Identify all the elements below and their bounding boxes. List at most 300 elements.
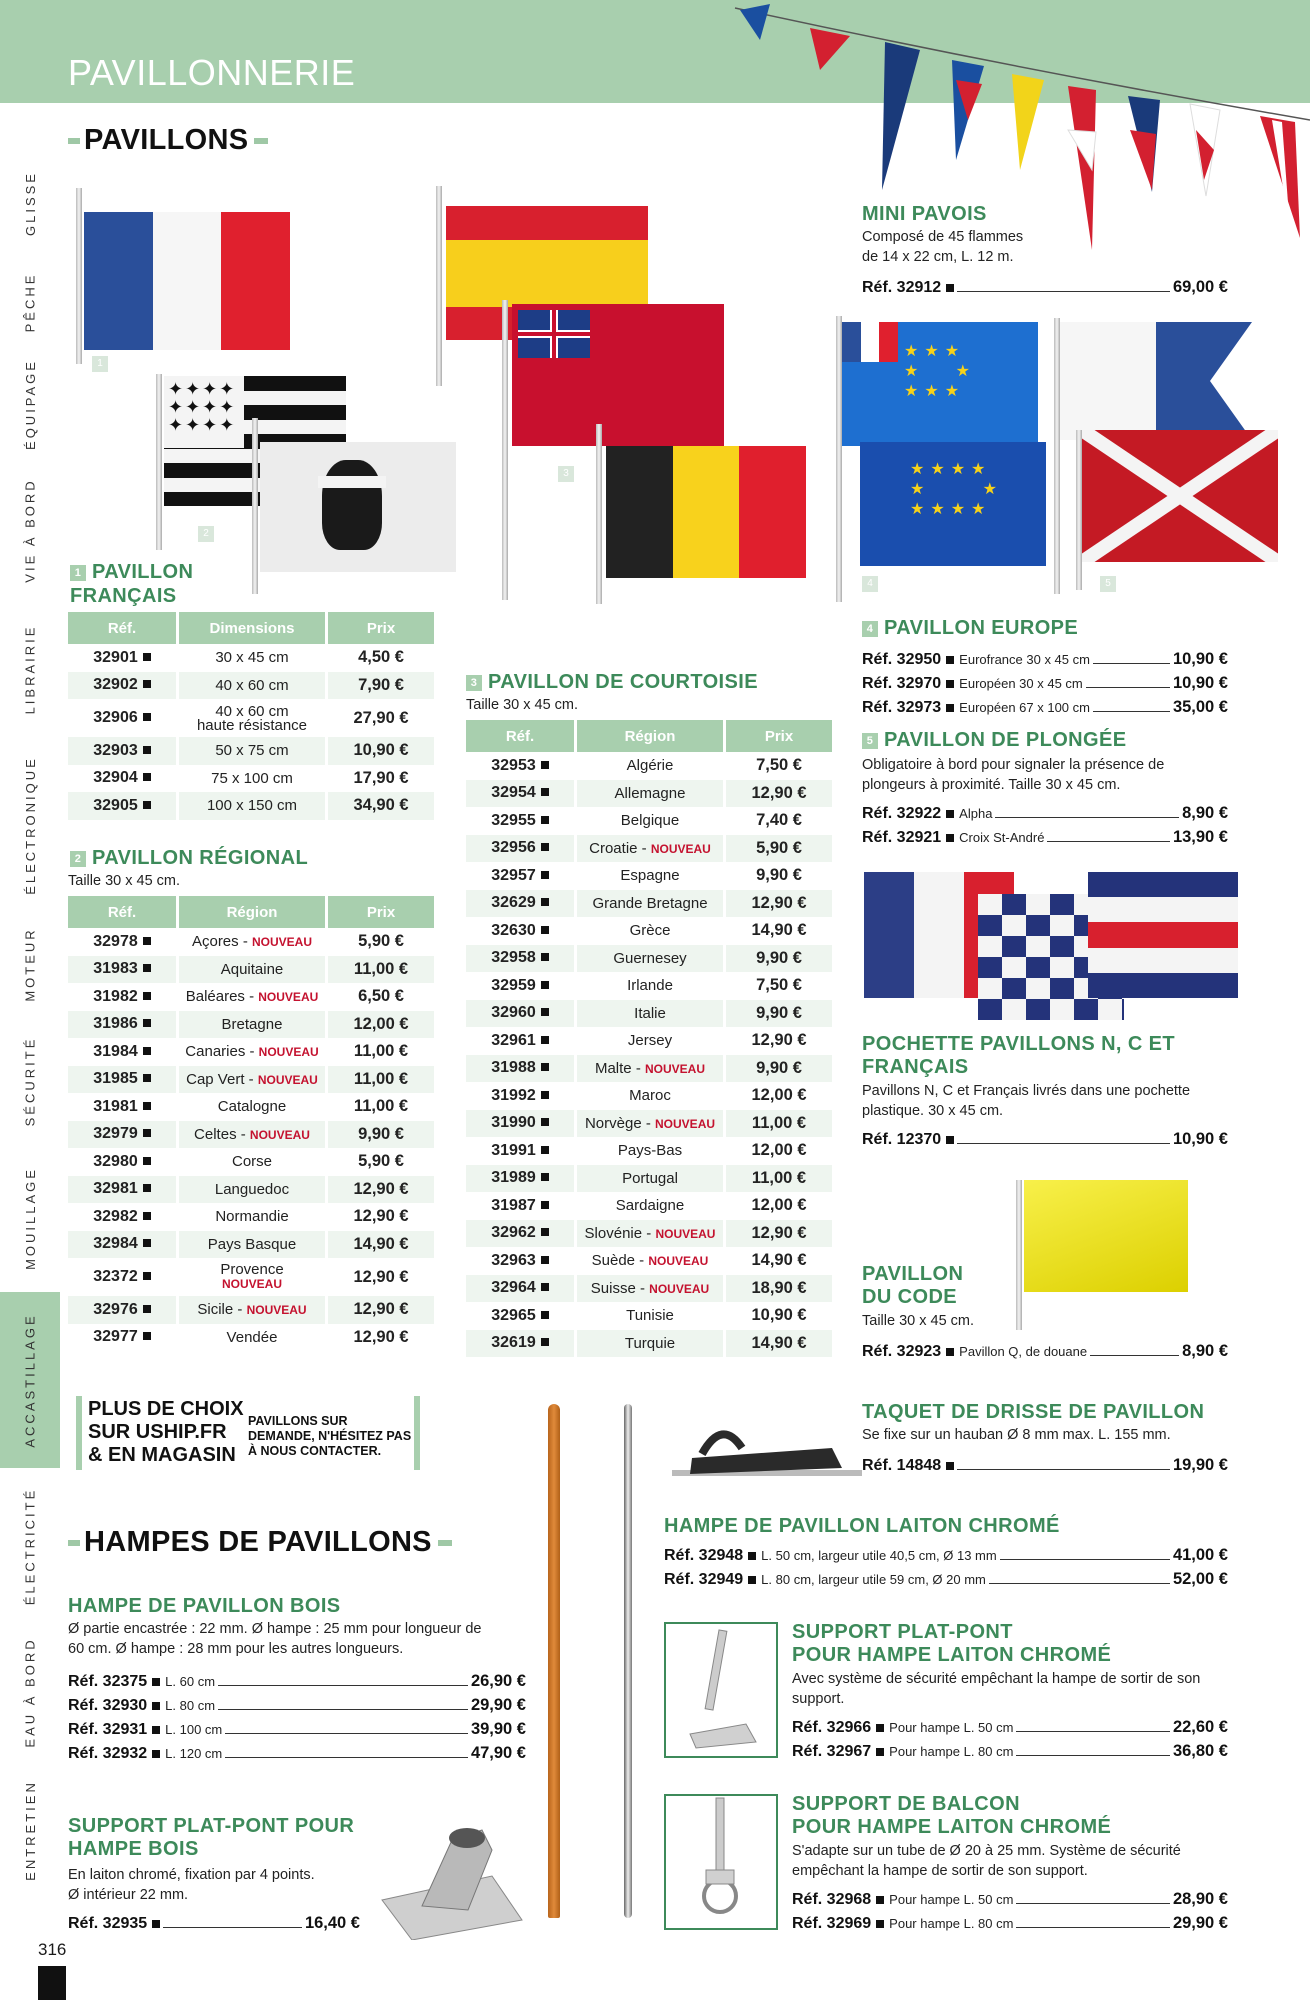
- ref-cell: 32954: [466, 780, 574, 808]
- new-badge: NOUVEAU: [650, 841, 711, 856]
- support-platpont-title: POUR HAMPE LAITON CHROMÉ: [792, 1644, 1112, 1666]
- pavillon-regional-subtitle: Taille 30 x 45 cm.: [68, 873, 181, 889]
- pavillon-courtoisie-table: [463, 720, 835, 1357]
- pavillon-europe-title: 4 PAVILLON EUROPE: [862, 616, 1078, 640]
- support-bois-title: HAMPE BOIS: [68, 1838, 199, 1860]
- ref-cell: 31981: [68, 1093, 176, 1121]
- flag-pole: [436, 186, 442, 386]
- price-line: Réf. 32950 Eurofrance 30 x 45 cm 10,90 €: [862, 650, 1228, 668]
- price-cell: 12,00 €: [751, 1196, 807, 1215]
- table-row: [68, 644, 434, 672]
- ref-cell: 32977: [68, 1324, 176, 1352]
- price-cell: 11,00 €: [726, 1110, 832, 1138]
- price-line: Réf. 32912 69,00 €: [862, 278, 1228, 296]
- price-cell: 27,90 €: [353, 708, 409, 727]
- price-line: Réf. 32930 L. 80 cm 29,90 €: [68, 1696, 526, 1714]
- column-header: Prix: [328, 896, 434, 928]
- support-platpont-desc: support.: [792, 1691, 845, 1707]
- table-row: [68, 699, 434, 737]
- price-cell: 17,90 €: [353, 768, 409, 787]
- flag-pole: [596, 424, 602, 604]
- region-cell: Grande Bretagne: [577, 890, 723, 918]
- support-platpont-desc: Avec système de sécurité empêchant la hampe de sortir de son: [792, 1671, 1201, 1687]
- column-header: Région: [179, 896, 325, 928]
- pochette-title: POCHETTE PAVILLONS N, C ET: [862, 1033, 1176, 1055]
- flag-pole: [156, 374, 162, 550]
- hampe-laiton-title: HAMPE DE PAVILLON LAITON CHROMÉ: [664, 1515, 1060, 1537]
- price-cell: 5,90 €: [358, 1152, 404, 1171]
- support-bois-title: SUPPORT PLAT-PONT POUR: [68, 1815, 355, 1837]
- ref-cell: 32963: [466, 1247, 574, 1275]
- price-cell: 11,00 €: [328, 1066, 434, 1094]
- column-header: Réf.: [466, 720, 574, 752]
- price-line: Réf. 32949 L. 80 cm, largeur utile 59 cm, Ø 20 mm 52,00 €: [664, 1570, 1228, 1588]
- price-cell: 14,90 €: [726, 1330, 832, 1358]
- region-cell: Croatie - NOUVEAU: [577, 835, 723, 863]
- region-cell: Irlande: [627, 977, 673, 995]
- price-cell: 12,90 €: [353, 1267, 409, 1286]
- price-cell: 10,90 €: [328, 737, 434, 765]
- support-platpont-image: [664, 1622, 778, 1758]
- price-cell: 9,90 €: [726, 1055, 832, 1083]
- taquet-title: TAQUET DE DRISSE DE PAVILLON: [862, 1401, 1205, 1423]
- support-balcon-image: [664, 1794, 778, 1930]
- ref-cell: 32962: [466, 1220, 574, 1248]
- table-row: [466, 835, 832, 863]
- price-cell: 12,00 €: [751, 1141, 807, 1160]
- region-cell: Pays Basque: [179, 1231, 325, 1259]
- sidebar-item-electricite[interactable]: ÉLECTRICITÉ: [22, 1487, 38, 1605]
- image-number: 5: [1100, 576, 1116, 592]
- ref-cell: 32619: [466, 1330, 574, 1358]
- pavillon-francais-title: 1 PAVILLON FRANÇAIS: [70, 561, 194, 607]
- table-row: [68, 1258, 434, 1296]
- new-badge: NOUVEAU: [645, 1061, 706, 1076]
- dimension-cell: 30 x 45 cm: [215, 649, 289, 667]
- ref-cell: 31990: [466, 1110, 574, 1138]
- table-row: [68, 765, 434, 793]
- price-line: Réf. 32970 Européen 30 x 45 cm 10,90 €: [862, 674, 1228, 692]
- price-line: Réf. 14848 19,90 €: [862, 1456, 1228, 1474]
- ref-cell: 32957: [466, 862, 574, 890]
- price-line: Réf. 32922 Alpha 8,90 €: [862, 804, 1228, 822]
- price-cell: 12,90 €: [726, 1220, 832, 1248]
- table-row: [466, 752, 832, 780]
- region-cell: Jersey: [627, 1032, 673, 1050]
- price-cell: 12,90 €: [328, 1296, 434, 1324]
- table-row: [466, 1247, 832, 1275]
- support-balcon-title: SUPPORT DE BALCON: [792, 1793, 1020, 1815]
- table-row: [68, 1148, 434, 1176]
- page-number: 316: [38, 1940, 67, 1959]
- promo-text: & EN MAGASIN: [88, 1444, 236, 1466]
- column-header: Réf.: [68, 612, 176, 644]
- price-cell: 7,50 €: [756, 976, 802, 995]
- region-cell: Suède - NOUVEAU: [591, 1252, 709, 1270]
- pavillon-plongee-desc: plongeurs à proximité. Taille 30 x 45 cm.: [862, 777, 1121, 793]
- pennant-flag: [810, 28, 850, 70]
- ref-cell: 32629: [466, 890, 574, 918]
- belgian-flag-image: [606, 446, 806, 578]
- price-cell: 11,00 €: [353, 1042, 409, 1061]
- price-cell: 14,90 €: [751, 921, 807, 940]
- pavillon-code-title: PAVILLON: [862, 1263, 964, 1285]
- dimension-cell: 50 x 75 cm: [179, 737, 325, 765]
- sidebar-item-peche[interactable]: PÊCHE: [22, 272, 38, 332]
- price-line: Réf. 32968 Pour hampe L. 50 cm 28,90 €: [792, 1890, 1228, 1908]
- ref-cell: 32906: [68, 699, 176, 737]
- table-row: [466, 890, 832, 918]
- region-cell: Catalogne: [217, 1098, 287, 1116]
- support-balcon-desc: empêchant la hampe de sortir de son support.: [792, 1863, 1088, 1879]
- ref-cell: 31987: [466, 1192, 574, 1220]
- ref-cell: 32904: [68, 765, 176, 793]
- support-balcon-desc: S'adapte sur un tube de Ø 20 à 25 mm. Système de sécurité: [792, 1843, 1181, 1859]
- region-cell: Languedoc: [179, 1176, 325, 1204]
- sidebar-item-entretien[interactable]: ENTRETIEN: [22, 1779, 38, 1881]
- eurofrance-flag-image: ★★★ ★ ★ ★★★: [842, 322, 1038, 446]
- promo-text: DEMANDE, N'HÉSITEZ PAS: [248, 1429, 412, 1443]
- table-row: [68, 1296, 434, 1324]
- sidebar-item-equipage[interactable]: ÉQUIPAGE: [22, 358, 38, 450]
- price-line: Réf. 12370 10,90 €: [862, 1130, 1228, 1148]
- pavillon-regional-title: 2 PAVILLON RÉGIONAL: [70, 846, 308, 870]
- table-row: [466, 945, 832, 973]
- pavillon-code-subtitle: Taille 30 x 45 cm.: [862, 1313, 975, 1329]
- region-cell: Normandie: [215, 1208, 289, 1226]
- corsican-flag-image: [260, 442, 456, 572]
- table-row: [466, 1302, 832, 1330]
- region-cell: Malte - NOUVEAU: [577, 1055, 723, 1083]
- sidebar-item-accastillage[interactable]: ACCASTILLAGE: [0, 1292, 60, 1468]
- ref-cell: 32961: [466, 1027, 574, 1055]
- ref-cell: 32372: [68, 1258, 176, 1296]
- sidebar-item-glisse[interactable]: GLISSE: [22, 170, 38, 236]
- region-cell: Baléares - NOUVEAU: [185, 988, 319, 1006]
- new-badge: NOUVEAU: [257, 1072, 318, 1087]
- support-balcon-title: POUR HAMPE LAITON CHROMÉ: [792, 1816, 1112, 1838]
- table-row: [68, 956, 434, 984]
- ref-cell: 32902: [68, 672, 176, 700]
- new-badge: NOUVEAU: [246, 1303, 307, 1318]
- sidebar-item-vie-a-bord[interactable]: VIE À BORD: [22, 477, 38, 583]
- ref-cell: 32964: [466, 1275, 574, 1303]
- price-cell: 9,90 €: [328, 1121, 434, 1149]
- dimension-cell: 40 x 60 cm: [179, 672, 325, 700]
- price-line: Réf. 32921 Croix St-André 13,90 €: [862, 828, 1228, 846]
- dimension-cell: 75 x 100 cm: [211, 769, 293, 787]
- wooden-flagpole-image: [548, 1404, 560, 1918]
- price-cell: 12,00 €: [328, 1011, 434, 1039]
- section-title-pavillons: PAVILLONS: [68, 124, 268, 157]
- price-cell: 11,00 €: [726, 1165, 832, 1193]
- new-badge: NOUVEAU: [648, 1254, 709, 1269]
- price-cell: 34,90 €: [328, 792, 434, 820]
- price-cell: 5,90 €: [726, 835, 832, 863]
- table-row: [466, 1000, 832, 1028]
- price-line: Réf. 32948 L. 50 cm, largeur utile 40,5 cm, Ø 13 mm 41,00 €: [664, 1546, 1228, 1564]
- ref-cell: 31983: [68, 956, 176, 984]
- ref-cell: 31988: [466, 1055, 574, 1083]
- pochette-title: FRANÇAIS: [862, 1056, 969, 1078]
- new-badge: NOUVEAU: [258, 990, 319, 1005]
- table-row: [68, 1093, 434, 1121]
- price-cell: 18,90 €: [726, 1275, 832, 1303]
- pennant-flag: [882, 42, 920, 190]
- region-cell: Portugal: [577, 1165, 723, 1193]
- table-row: [68, 1176, 434, 1204]
- price-cell: 14,90 €: [751, 1251, 807, 1270]
- price-cell: 11,00 €: [328, 956, 434, 984]
- ref-cell: 32978: [68, 928, 176, 956]
- region-cell: Belgique: [620, 812, 680, 830]
- ref-cell: 32901: [68, 644, 176, 672]
- ref-cell: 32960: [466, 1000, 574, 1028]
- table-row: [68, 1038, 434, 1066]
- pennant-flag: [1012, 74, 1044, 170]
- pennant-flag: [740, 4, 770, 40]
- column-header: Prix: [328, 612, 434, 644]
- column-header: Prix: [726, 720, 832, 752]
- mini-pavois-desc: de 14 x 22 cm, L. 12 m.: [862, 249, 1014, 265]
- table-row: [466, 1027, 832, 1055]
- sidebar-item-electronique[interactable]: ÉLECTRONIQUE: [22, 755, 38, 895]
- table-row: [68, 1011, 434, 1039]
- pavillon-courtoisie-subtitle: Taille 30 x 45 cm.: [466, 697, 579, 713]
- table-row: [466, 1082, 832, 1110]
- sidebar-item-librairie[interactable]: LIBRAIRIE: [22, 624, 38, 714]
- region-cell: Tunisie: [626, 1307, 674, 1325]
- ref-cell: 32981: [68, 1176, 176, 1204]
- price-cell: 5,90 €: [358, 932, 404, 951]
- ref-cell: 32958: [466, 945, 574, 973]
- ref-cell: 32955: [466, 807, 574, 835]
- promo-text: À NOUS CONTACTER.: [248, 1444, 382, 1458]
- promo-text: PLUS DE CHOIX: [88, 1398, 244, 1420]
- region-cell: Sicile - NOUVEAU: [179, 1296, 325, 1324]
- region-cell: Slovénie - NOUVEAU: [577, 1220, 723, 1248]
- red-ensign-image: [512, 304, 724, 446]
- price-cell: 9,90 €: [726, 1000, 832, 1028]
- pochette-desc: Pavillons N, C et Français livrés dans une pochette: [862, 1083, 1191, 1099]
- table-row: [466, 807, 832, 835]
- price-cell: 12,90 €: [353, 1207, 409, 1226]
- price-line: Réf. 32923 Pavillon Q, de douane 8,90 €: [862, 1342, 1228, 1360]
- region-cell: Allemagne: [577, 780, 723, 808]
- mini-pavois-title: MINI PAVOIS: [862, 203, 987, 225]
- region-cell: Pays-Bas: [617, 1142, 683, 1160]
- price-line: Réf. 32969 Pour hampe L. 80 cm 29,90 €: [792, 1914, 1228, 1932]
- ref-cell: 32953: [466, 752, 574, 780]
- ref-cell: 32976: [68, 1296, 176, 1324]
- table-row: [466, 917, 832, 945]
- table-row: [68, 1203, 434, 1231]
- promo-text: SUR USHIP.FR: [88, 1421, 227, 1443]
- ref-cell: 31986: [68, 1011, 176, 1039]
- promo-box: [76, 1396, 420, 1470]
- ref-cell: 32630: [466, 917, 574, 945]
- french-flag-image: [84, 212, 290, 350]
- new-badge: NOUVEAU: [655, 1226, 716, 1241]
- pavillon-plongee-title: 5 PAVILLON DE PLONGÉE: [862, 728, 1126, 752]
- new-badge: NOUVEAU: [649, 1281, 710, 1296]
- ref-cell: 31992: [466, 1082, 574, 1110]
- table-row: [68, 928, 434, 956]
- price-cell: 14,90 €: [328, 1231, 434, 1259]
- hampe-bois-desc: 60 cm. Ø hampe : 28 mm pour les autres longueurs.: [68, 1641, 404, 1657]
- table-row: [466, 1110, 832, 1138]
- ref-cell: 32903: [68, 737, 176, 765]
- column-header: Dimensions: [179, 612, 325, 644]
- table-row: [68, 1324, 434, 1352]
- price-line: Réf. 32966 Pour hampe L. 50 cm 22,60 €: [792, 1718, 1228, 1736]
- dimension-cell: 40 x 60 cm haute résistance: [196, 702, 308, 734]
- chrome-flagpole-image: [624, 1404, 632, 1918]
- table-row: [68, 1121, 434, 1149]
- region-cell: Canaries - NOUVEAU: [185, 1043, 319, 1061]
- support-platpont-title: SUPPORT PLAT-PONT: [792, 1621, 1013, 1643]
- ref-cell: 32979: [68, 1121, 176, 1149]
- price-line: Réf. 32935 16,40 €: [68, 1914, 360, 1932]
- pavillon-code-title: DU CODE: [862, 1286, 958, 1308]
- deck-mount-image: [372, 1810, 532, 1940]
- region-cell: Espagne: [620, 867, 680, 885]
- image-number: 2: [198, 526, 214, 542]
- pennant-flag: [1130, 130, 1156, 190]
- bunting-image: [720, 0, 1310, 250]
- table-row: [466, 1220, 832, 1248]
- region-cell: Algérie: [626, 757, 674, 775]
- sidebar-item-securite[interactable]: SÉCURITÉ: [22, 1036, 38, 1126]
- breton-flag-image: ✦✦✦✦ ✦✦✦✦ ✦✦✦✦: [164, 376, 346, 506]
- region-cell: Provence NOUVEAU: [179, 1258, 325, 1296]
- new-badge: NOUVEAU: [655, 1116, 716, 1131]
- price-cell: 6,50 €: [358, 987, 404, 1006]
- region-cell: Guernesey: [577, 945, 723, 973]
- price-line: Réf. 32967 Pour hampe L. 80 cm 36,80 €: [792, 1742, 1228, 1760]
- pavillon-regional-table: [65, 896, 437, 1351]
- ref-cell: 32980: [68, 1148, 176, 1176]
- region-cell: Sardaigne: [615, 1197, 685, 1215]
- hampe-bois-title: HAMPE DE PAVILLON BOIS: [68, 1595, 341, 1617]
- page-marker: [38, 1966, 66, 2000]
- price-cell: 9,90 €: [726, 945, 832, 973]
- new-badge: NOUVEAU: [252, 935, 313, 950]
- table-row: [68, 1066, 434, 1094]
- column-header: Région: [577, 720, 723, 752]
- table-row: [68, 672, 434, 700]
- column-header: Réf.: [68, 896, 176, 928]
- table-row: [68, 1231, 434, 1259]
- ref-cell: 31991: [466, 1137, 574, 1165]
- flag-pole: [76, 188, 82, 364]
- region-cell: Vendée: [226, 1328, 278, 1346]
- image-number: 4: [862, 576, 878, 592]
- region-cell: Corse: [231, 1153, 272, 1171]
- price-cell: 10,90 €: [751, 1306, 807, 1325]
- price-cell: 12,90 €: [353, 1327, 409, 1346]
- table-row: [466, 1137, 832, 1165]
- region-cell: Bretagne: [179, 1011, 325, 1039]
- ref-cell: 32959: [466, 972, 574, 1000]
- ref-cell: 31982: [68, 983, 176, 1011]
- flag-pole: [1016, 1180, 1022, 1330]
- table-row: [466, 972, 832, 1000]
- ref-cell: 31989: [466, 1165, 574, 1193]
- c-flag-image: [1088, 872, 1238, 998]
- region-cell: Norvège - NOUVEAU: [577, 1110, 723, 1138]
- pavillon-francais-table: [65, 612, 437, 820]
- section-title-hampes: HAMPES DE PAVILLONS: [68, 1526, 452, 1559]
- table-row: [466, 1330, 832, 1358]
- region-cell: Turquie: [577, 1330, 723, 1358]
- table-row: [466, 780, 832, 808]
- ref-cell: 32905: [68, 792, 176, 820]
- dimension-cell: 100 x 150 cm: [179, 792, 325, 820]
- region-cell: Açores - NOUVEAU: [191, 933, 313, 951]
- price-cell: 12,90 €: [328, 1176, 434, 1204]
- support-bois-desc: Ø intérieur 22 mm.: [68, 1887, 189, 1903]
- table-row: [466, 862, 832, 890]
- price-cell: 9,90 €: [756, 866, 802, 885]
- new-badge: NOUVEAU: [249, 1127, 310, 1142]
- hampe-bois-desc: Ø partie encastrée : 22 mm. Ø hampe : 25 mm pour longueur de: [68, 1621, 482, 1637]
- price-line: Réf. 32375 L. 60 cm 26,90 €: [68, 1672, 526, 1690]
- sidebar-item-moteur[interactable]: MOTEUR: [22, 926, 38, 1002]
- image-number: 3: [558, 466, 574, 482]
- pochette-desc: plastique. 30 x 45 cm.: [862, 1103, 1004, 1119]
- table-row: [466, 1055, 832, 1083]
- flag-pole: [502, 300, 508, 600]
- price-cell: 11,00 €: [353, 1097, 409, 1116]
- ref-cell: 31984: [68, 1038, 176, 1066]
- ref-cell: 31985: [68, 1066, 176, 1094]
- region-cell: Italie: [577, 1000, 723, 1028]
- ref-cell: 32965: [466, 1302, 574, 1330]
- alpha-flag-image: [1060, 322, 1252, 440]
- new-badge: NOUVEAU: [221, 1277, 282, 1291]
- page-title: PAVILLONNERIE: [68, 52, 356, 93]
- support-bois-desc: En laiton chromé, fixation par 4 points.: [68, 1867, 315, 1883]
- new-badge: NOUVEAU: [258, 1045, 319, 1060]
- pavillon-plongee-desc: Obligatoire à bord pour signaler la présence de: [862, 757, 1165, 773]
- region-cell: Suisse - NOUVEAU: [577, 1275, 723, 1303]
- ref-cell: 32956: [466, 835, 574, 863]
- price-cell: 12,90 €: [726, 780, 832, 808]
- price-cell: 7,90 €: [328, 672, 434, 700]
- price-cell: 7,40 €: [756, 811, 802, 830]
- price-line: Réf. 32931 L. 100 cm 39,90 €: [68, 1720, 526, 1738]
- table-row: [68, 983, 434, 1011]
- region-cell: Cap Vert - NOUVEAU: [179, 1066, 325, 1094]
- sidebar-item-mouillage[interactable]: MOUILLAGE: [22, 1166, 38, 1270]
- sidebar-item-eau-a-bord[interactable]: EAU À BORD: [22, 1636, 38, 1748]
- cleat-image: [672, 1418, 862, 1484]
- table-row: [466, 1165, 832, 1193]
- region-cell: Grèce: [629, 922, 671, 940]
- price-cell: 12,00 €: [751, 1086, 807, 1105]
- promo-text: PAVILLONS SUR: [248, 1414, 348, 1428]
- ref-cell: 32982: [68, 1203, 176, 1231]
- mini-pavois-desc: Composé de 45 flammes: [862, 229, 1024, 245]
- price-line: Réf. 32973 Européen 67 x 100 cm 35,00 €: [862, 698, 1228, 716]
- table-row: [466, 1192, 832, 1220]
- pavillon-courtoisie-title: 3 PAVILLON DE COURTOISIE: [466, 670, 758, 694]
- ref-cell: 32984: [68, 1231, 176, 1259]
- taquet-desc: Se fixe sur un hauban Ø 8 mm max. L. 155 mm.: [862, 1427, 1171, 1443]
- price-cell: 12,90 €: [726, 890, 832, 918]
- table-row: [466, 1275, 832, 1303]
